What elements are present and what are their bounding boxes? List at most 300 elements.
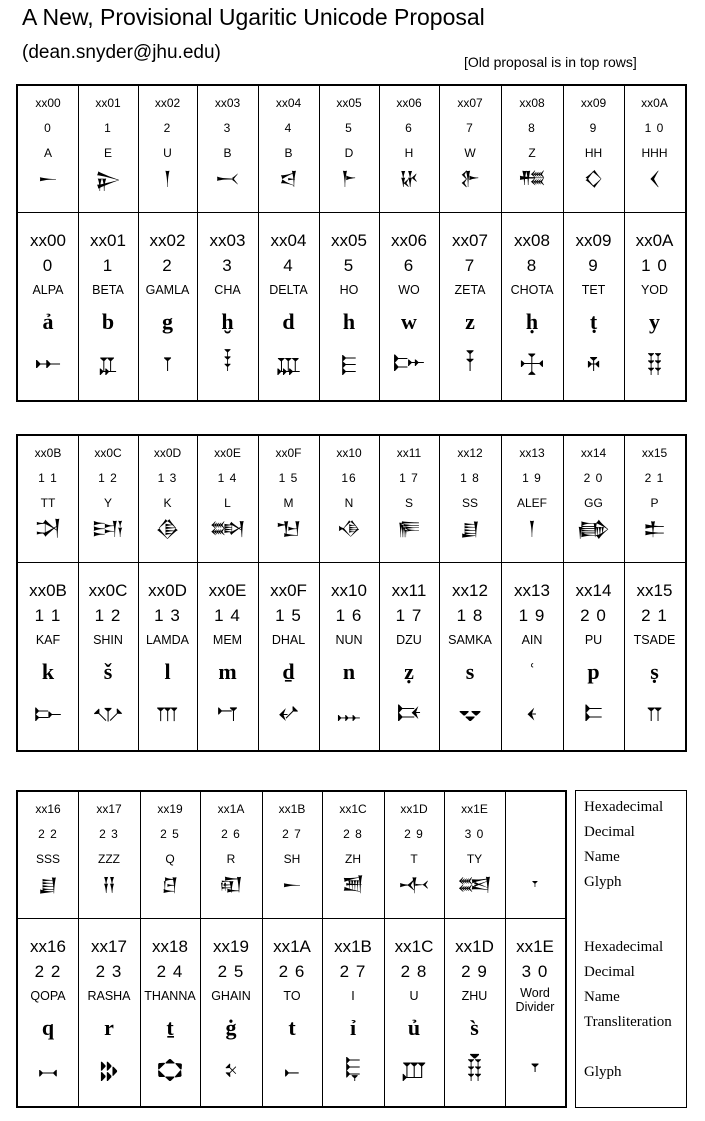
- new-decimal-label: 1 5: [275, 606, 302, 625]
- legend-new-name: Name: [584, 989, 620, 1005]
- old-hex-label: xx02: [154, 96, 181, 110]
- transliteration-label: l: [164, 659, 171, 684]
- transliteration-label: w: [401, 309, 417, 334]
- old-name-label: Y: [103, 496, 112, 510]
- old-hex-label: xx0E: [214, 446, 241, 460]
- new-name-label: SAMKA: [448, 633, 492, 647]
- old-hex-label: xx10: [336, 446, 362, 460]
- new-cell: [18, 562, 78, 750]
- old-name-label: K: [163, 496, 172, 510]
- old-glyph: 𒍪: [341, 874, 365, 896]
- new-name-label: WO: [398, 283, 420, 297]
- old-hex-label: xx1C: [339, 802, 367, 816]
- new-hex-label: xx0B: [29, 581, 67, 600]
- old-glyph: 𒁀: [279, 168, 298, 190]
- ugaritic-glyph: 𐎚: [284, 1054, 300, 1084]
- old-hex-label: xx0C: [94, 446, 122, 460]
- old-cell: [138, 436, 197, 562]
- old-decimal-label: 1 0: [644, 121, 665, 135]
- new-decimal-label: 1: [102, 256, 114, 275]
- new-name-label: TET: [581, 283, 606, 297]
- transliteration-label: b: [101, 309, 115, 334]
- new-cell: [200, 918, 262, 1106]
- old-cell: [197, 436, 258, 562]
- ugaritic-glyph: 𐎔: [584, 698, 603, 728]
- old-decimal-label: 5: [345, 121, 353, 135]
- old-name-label: B: [284, 146, 293, 160]
- new-hex-label: xx14: [575, 581, 612, 600]
- ugaritic-glyph: 𐎀: [34, 348, 62, 378]
- new-name-label: TSADE: [633, 633, 676, 647]
- new-name-label: HO: [339, 283, 359, 297]
- new-decimal-label: 2 4: [156, 962, 184, 981]
- new-decimal-label: 2 5: [217, 962, 245, 981]
- new-hex-label: xx16: [30, 937, 66, 956]
- new-decimal-label: 1 8: [456, 606, 484, 625]
- old-glyph: 𒀸: [38, 168, 58, 190]
- old-cell: [501, 86, 563, 212]
- new-hex-label: xx0C: [88, 581, 128, 600]
- old-hex-label: xx09: [580, 96, 607, 110]
- old-name-label: R: [226, 852, 236, 866]
- old-glyph: 𒆠: [155, 518, 180, 540]
- old-glyph: 𒉿: [459, 168, 481, 190]
- new-cell: [501, 562, 563, 750]
- new-decimal-label: 6: [403, 256, 415, 275]
- new-cell: [439, 562, 501, 750]
- old-cell: [563, 436, 624, 562]
- new-decimal-label: 8: [526, 256, 538, 275]
- new-cell: [322, 918, 384, 1106]
- old-name-label: M: [283, 496, 294, 510]
- new-hex-label: xx19: [213, 937, 249, 956]
- ugaritic-glyph: 𐎐: [337, 698, 361, 728]
- new-cell: [258, 212, 319, 400]
- new-hex-label: xx02: [149, 231, 186, 250]
- new-name-label: I: [351, 989, 355, 1003]
- old-name-label: Z: [528, 146, 536, 160]
- new-hex-label: xx1A: [273, 937, 311, 956]
- ugaritic-glyph: 𐎝: [466, 1054, 483, 1084]
- old-cell: [78, 792, 140, 918]
- old-decimal-label: 2 5: [160, 827, 180, 841]
- old-hex-label: xx15: [641, 446, 668, 460]
- old-cell: [505, 792, 565, 918]
- old-glyph: 𒌋: [648, 168, 661, 190]
- new-decimal-label: 7: [464, 256, 476, 275]
- ugaritic-glyph: 𐎘: [157, 1054, 183, 1084]
- new-decimal-label: 2 9: [461, 962, 488, 981]
- old-decimal-label: 7: [466, 121, 474, 135]
- old-name-label: B: [223, 146, 232, 160]
- new-decimal-label: 2 8: [400, 962, 428, 981]
- new-name-label: ZETA: [454, 283, 486, 297]
- new-name-label: BETA: [92, 283, 124, 297]
- new-decimal-label: 3: [222, 256, 233, 275]
- old-glyph: 𒋗: [460, 518, 480, 540]
- new-cell: [18, 918, 78, 1106]
- old-glyph: 𒍣: [517, 168, 547, 190]
- new-name-label: CHA: [214, 283, 241, 297]
- old-cell: [379, 436, 439, 562]
- old-cell: [18, 436, 78, 562]
- old-decimal-label: 3: [223, 121, 232, 135]
- transliteration-label: y: [649, 309, 660, 334]
- old-glyph: 𒊓: [397, 518, 421, 540]
- old-cell: [624, 436, 685, 562]
- old-hex-label: xx06: [396, 96, 422, 110]
- old-glyph: 𒁹: [528, 518, 536, 540]
- ugaritic-table-block-3: [16, 790, 567, 1108]
- old-glyph: 𒋾: [398, 874, 430, 896]
- transliteration-label: m: [218, 659, 237, 684]
- old-name-label: TY: [466, 852, 483, 866]
- old-hex-label: xx00: [35, 96, 61, 110]
- old-hex-label: xx1A: [217, 802, 245, 816]
- old-decimal-label: 2 7: [282, 827, 302, 841]
- new-decimal-label: 1 3: [154, 606, 181, 625]
- old-cell: [138, 86, 197, 212]
- new-cell: [78, 212, 138, 400]
- new-name-label: U: [409, 989, 419, 1003]
- new-cell: [262, 918, 322, 1106]
- new-name-label: GAMLA: [145, 283, 190, 297]
- transliteration-label: r: [104, 1015, 114, 1040]
- old-glyph: 𒄭: [583, 168, 604, 190]
- new-hex-label: xx1E: [516, 937, 554, 956]
- old-cell: [379, 86, 439, 212]
- new-cell: [384, 918, 444, 1106]
- legend-new-decimal: Decimal: [584, 964, 635, 980]
- legend-old-decimal: Decimal: [584, 824, 635, 840]
- old-name-label: E: [103, 146, 112, 160]
- new-decimal-label: 1 2: [94, 606, 122, 625]
- old-decimal-label: 2 2: [38, 827, 58, 841]
- old-decimal-label: 1 9: [522, 471, 542, 485]
- old-decimal-label: 1 2: [98, 471, 118, 485]
- new-decimal-label: 2 0: [580, 606, 607, 625]
- old-name-label: D: [344, 146, 354, 160]
- new-decimal-label: 2 6: [278, 962, 306, 981]
- new-hex-label: xx10: [331, 581, 367, 600]
- new-decimal-label: 1 9: [518, 606, 546, 625]
- new-decimal-label: 2 2: [34, 962, 62, 981]
- ugaritic-glyph: 𐎍: [156, 698, 179, 728]
- old-hex-label: xx08: [519, 96, 545, 110]
- new-cell: [319, 212, 379, 400]
- transliteration-label: ẓ: [404, 659, 414, 684]
- new-name-label: MEM: [212, 633, 243, 647]
- old-cell: [384, 792, 444, 918]
- new-hex-label: xx17: [91, 937, 127, 956]
- old-name-label: ZZZ: [98, 852, 120, 866]
- new-name-label: ZHU: [461, 989, 488, 1003]
- new-cell: [439, 212, 501, 400]
- old-cell: [258, 436, 319, 562]
- new-decimal-label: 1 0: [641, 256, 668, 275]
- old-glyph: 𒋫: [34, 518, 62, 540]
- new-hex-label: xx18: [152, 937, 188, 956]
- new-hex-label: xx1C: [394, 937, 434, 956]
- old-decimal-label: 6: [405, 121, 413, 135]
- old-decimal-label: 8: [528, 121, 536, 135]
- old-decimal-label: 1: [104, 121, 112, 135]
- old-decimal-label: 1 1: [38, 471, 58, 485]
- old-cell: [258, 86, 319, 212]
- old-glyph: 𐎟: [531, 874, 539, 896]
- old-name-label: U: [163, 146, 172, 160]
- old-hex-label: xx0F: [275, 446, 302, 460]
- old-name-label: GG: [584, 496, 603, 510]
- old-cell: [18, 792, 78, 918]
- new-cell: [140, 918, 200, 1106]
- old-hex-label: xx13: [519, 446, 545, 460]
- new-hex-label: xx13: [514, 581, 550, 600]
- new-cell: [138, 212, 197, 400]
- transliteration-label: ġ: [225, 1015, 237, 1040]
- ugaritic-glyph: 𐎜: [401, 1054, 427, 1084]
- new-cell: [197, 562, 258, 750]
- old-name-label: SS: [461, 496, 478, 510]
- legend-old-name: Name: [584, 849, 620, 865]
- old-decimal-label: 2 3: [99, 827, 119, 841]
- old-glyph: 𒁹: [163, 168, 172, 190]
- ugaritic-table-block-2: [16, 434, 687, 752]
- new-hex-label: xx15: [636, 581, 673, 600]
- ugaritic-glyph: 𐎅: [341, 348, 357, 378]
- new-name-label: ALPA: [32, 283, 64, 297]
- ugaritic-glyph: 𐎙: [225, 1054, 237, 1084]
- old-decimal-label: 9: [589, 121, 598, 135]
- old-decimal-label: 2 6: [221, 827, 241, 841]
- new-hex-label: xx0A: [635, 231, 674, 250]
- transliteration-label: p: [587, 659, 600, 684]
- old-hex-label: xx0D: [153, 446, 182, 460]
- new-cell: [18, 212, 78, 400]
- new-cell: [379, 212, 439, 400]
- old-decimal-label: 1 4: [217, 471, 238, 485]
- new-name-label: DZU: [396, 633, 422, 647]
- new-name-label: SHIN: [93, 633, 123, 647]
- new-decimal-label: 2: [162, 256, 173, 275]
- new-cell: [563, 562, 624, 750]
- old-cell: [563, 86, 624, 212]
- new-cell: [197, 212, 258, 400]
- old-glyph: 𒈾: [337, 518, 361, 540]
- new-cell: [138, 562, 197, 750]
- new-decimal-label: 1 6: [335, 606, 363, 625]
- transliteration-label: ṯ: [166, 1015, 174, 1040]
- new-decimal-label: 2 3: [95, 962, 123, 981]
- transliteration-label: t: [288, 1015, 296, 1040]
- old-decimal-label: 0: [44, 121, 52, 135]
- old-cell: [319, 86, 379, 212]
- old-name-label: W: [464, 146, 476, 160]
- old-decimal-label: 1 7: [399, 471, 419, 485]
- old-cell: [624, 86, 685, 212]
- ugaritic-glyph: 𐎉: [586, 348, 601, 378]
- ugaritic-glyph: 𐎒: [458, 698, 482, 728]
- old-decimal-label: 2 8: [343, 827, 363, 841]
- old-hex-label: xx0A: [641, 96, 668, 110]
- old-glyph: 𒅀: [91, 518, 125, 540]
- old-decimal-label: 1 8: [460, 471, 480, 485]
- ugaritic-glyph: 𐎃: [223, 348, 232, 378]
- old-glyph: 𒋗: [38, 874, 58, 896]
- ugaritic-glyph: 𐎄: [276, 348, 301, 378]
- new-cell: [624, 562, 685, 750]
- new-name-label: LAMDA: [145, 633, 190, 647]
- old-name-label: ALEF: [516, 496, 547, 510]
- old-decimal-label: 2: [163, 121, 172, 135]
- new-hex-label: xx12: [452, 581, 488, 600]
- new-hex-label: xx0E: [208, 581, 247, 600]
- new-decimal-label: 1 1: [34, 606, 62, 625]
- new-hex-label: xx01: [90, 231, 126, 250]
- proposal-note: [Old proposal is in top rows]: [464, 54, 637, 70]
- transliteration-label: ỉ: [349, 1015, 357, 1040]
- new-name-label: PU: [584, 633, 603, 647]
- old-name-label: SSS: [35, 852, 60, 866]
- ugaritic-glyph: 𐎁: [98, 348, 118, 378]
- transliteration-label: z: [465, 309, 475, 334]
- ugaritic-glyph: 𐎟: [530, 1054, 540, 1084]
- old-cell: [322, 792, 384, 918]
- ugaritic-glyph: 𐎎: [217, 698, 238, 728]
- old-cell: [140, 792, 200, 918]
- old-name-label: HHH: [641, 146, 668, 160]
- new-cell: [505, 918, 565, 1106]
- ugaritic-glyph: 𐎑: [396, 698, 422, 728]
- old-glyph: 𒈨: [340, 168, 358, 190]
- old-name-label: S: [404, 496, 413, 510]
- new-name-label: GHAIN: [211, 989, 251, 1003]
- old-hex-label: xx01: [95, 96, 121, 110]
- new-hex-label: xx03: [209, 231, 246, 250]
- old-decimal-label: 2 0: [583, 471, 604, 485]
- ugaritic-table-block-1: [16, 84, 687, 402]
- old-hex-label: xx1D: [400, 802, 428, 816]
- old-hex-label: xx14: [580, 446, 607, 460]
- old-decimal-label: 2 9: [404, 827, 424, 841]
- ugaritic-glyph: 𐎇: [465, 348, 475, 378]
- new-decimal-label: 3 0: [521, 962, 549, 981]
- new-name-label: DELTA: [269, 283, 308, 297]
- ugaritic-glyph: 𐎂: [162, 348, 173, 378]
- old-cell: [200, 792, 262, 918]
- old-cell: [319, 436, 379, 562]
- legend-box: [575, 790, 687, 1108]
- ugaritic-glyph: 𐎏: [278, 698, 299, 728]
- new-name-label: CHOTA: [510, 283, 554, 297]
- old-decimal-label: 1 3: [157, 471, 178, 485]
- new-decimal-label: 2 1: [641, 606, 668, 625]
- new-cell: [563, 212, 624, 400]
- transliteration-label: k: [41, 659, 55, 684]
- new-hex-label: xx00: [30, 231, 66, 250]
- ugaritic-glyph: 𐎓: [527, 698, 537, 728]
- old-name-label: TT: [40, 496, 56, 510]
- transliteration-label: ʿ: [528, 659, 536, 684]
- new-decimal-label: 1 4: [214, 606, 241, 625]
- transliteration-label: ḏ: [282, 659, 295, 684]
- new-hex-label: xx04: [270, 231, 307, 250]
- ugaritic-glyph: 𐎆: [393, 348, 425, 378]
- old-hex-label: xx1E: [461, 802, 488, 816]
- new-name-label: NUN: [335, 633, 363, 647]
- transliteration-label: ṭ: [589, 309, 598, 334]
- old-glyph: 𒆪: [161, 874, 179, 896]
- new-name-label: TO: [283, 989, 301, 1003]
- new-decimal-label: 0: [42, 256, 54, 275]
- old-hex-label: xx03: [214, 96, 241, 110]
- ugaritic-glyph: 𐎖: [38, 1054, 58, 1084]
- transliteration-label: š: [103, 659, 113, 684]
- new-hex-label: xx0D: [148, 581, 187, 600]
- old-name-label: A: [43, 146, 52, 160]
- new-name-label: THANNA: [144, 989, 196, 1003]
- old-glyph: 𒉌: [95, 168, 121, 190]
- transliteration-label: d: [282, 309, 295, 334]
- old-hex-label: xx0B: [34, 446, 62, 460]
- new-hex-label: xx1D: [455, 937, 494, 956]
- new-hex-label: xx11: [391, 581, 427, 600]
- new-name-label: YOD: [640, 283, 669, 297]
- new-hex-label: xx05: [331, 231, 367, 250]
- ugaritic-glyph: 𐎈: [519, 348, 545, 378]
- transliteration-label: h: [342, 309, 356, 334]
- old-glyph: 𒄩: [399, 168, 419, 190]
- new-cell: [319, 562, 379, 750]
- new-decimal-label: 2 7: [339, 962, 367, 981]
- transliteration-label: ṣ: [650, 659, 659, 684]
- old-name-label: T: [410, 852, 418, 866]
- transliteration-label: n: [342, 659, 356, 684]
- old-hex-label: xx1B: [278, 802, 306, 816]
- old-glyph: 𒇷: [209, 518, 246, 540]
- old-cell: [444, 792, 505, 918]
- new-hex-label: xx0F: [270, 581, 307, 600]
- old-name-label: HH: [584, 146, 603, 160]
- new-cell: [624, 212, 685, 400]
- new-hex-label: xx06: [391, 231, 427, 250]
- ugaritic-glyph: 𐎛: [345, 1054, 361, 1084]
- new-hex-label: xx07: [452, 231, 488, 250]
- legend-new-transliteration: Transliteration: [584, 1014, 672, 1030]
- new-name-label: KAF: [35, 633, 61, 647]
- ugaritic-glyph: 𐎗: [99, 1054, 119, 1084]
- old-hex-label: xx16: [35, 802, 61, 816]
- ugaritic-glyph: 𐎋: [34, 698, 62, 728]
- new-decimal-label: 1 7: [395, 606, 423, 625]
- old-name-label: H: [404, 146, 414, 160]
- old-name-label: SH: [283, 852, 301, 866]
- old-cell: [78, 436, 138, 562]
- new-hex-label: xx1B: [334, 937, 372, 956]
- old-glyph: 𒂵: [576, 518, 611, 540]
- new-cell: [78, 562, 138, 750]
- new-name-label: DHAL: [271, 633, 306, 647]
- legend-new-hexadecimal: Hexadecimal: [584, 939, 664, 955]
- old-cell: [197, 86, 258, 212]
- transliteration-label: ủ: [407, 1015, 421, 1040]
- new-cell: [444, 918, 505, 1106]
- new-cell: [379, 562, 439, 750]
- old-hex-label: xx04: [275, 96, 302, 110]
- new-decimal-label: 4: [283, 256, 294, 275]
- old-hex-label: xx19: [157, 802, 183, 816]
- old-glyph: 𒊏: [219, 874, 243, 896]
